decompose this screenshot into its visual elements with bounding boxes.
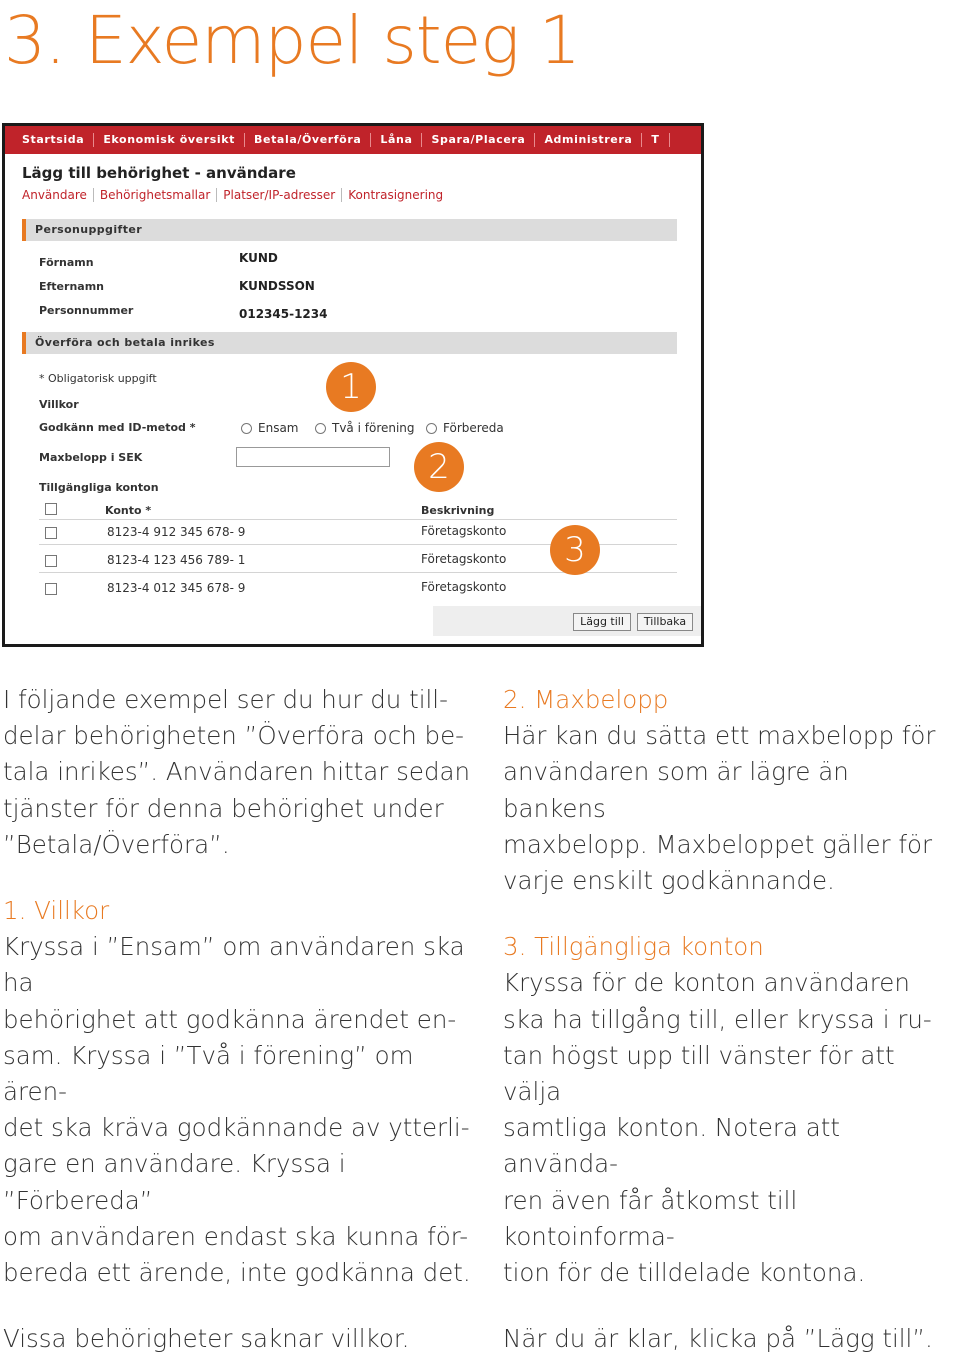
account-checkbox-2[interactable] <box>45 555 57 567</box>
account-checkbox-3[interactable] <box>45 583 57 595</box>
radio-ensam-label: Ensam <box>258 421 299 435</box>
villkor-line: Kryssa i ”Ensam” om användaren ska ha <box>3 932 465 998</box>
account-number-2: 8123-4 123 456 789- 1 <box>107 553 246 567</box>
approve-method-label: Godkänn med ID-metod * <box>39 421 196 434</box>
nav-item-startsida[interactable]: Startsida <box>5 133 94 147</box>
bank-screenshot <box>2 123 704 647</box>
maxbelopp-line: varje enskilt godkännande. <box>503 866 835 896</box>
back-button[interactable]: Tillbaka <box>637 613 693 631</box>
intro-line: I följande exempel ser du hur du till- <box>3 685 448 714</box>
personal-number-value: 012345-1234 <box>239 307 328 321</box>
konton-line: samtliga konton. Notera att använda- <box>503 1113 840 1179</box>
maxbelopp-title: 2. Maxbelopp <box>503 685 669 714</box>
step-badge-3: 3 <box>550 525 600 575</box>
first-name-value: KUND <box>239 251 278 265</box>
konton-line: ren även får åtkomst till kontoinforma- <box>503 1185 798 1251</box>
conditions-label: Villkor <box>39 398 79 411</box>
radio-forbereda-label: Förbereda <box>443 421 504 435</box>
radio-forbereda[interactable] <box>426 423 437 434</box>
konton-line: tion för de tilldelade kontona. <box>503 1258 866 1288</box>
left-column <box>3 682 483 1357</box>
radio-tva-i-forening-label: Två i förening <box>332 421 415 435</box>
select-all-checkbox[interactable] <box>45 503 57 515</box>
intro-line: ”Betala/Överföra”. <box>3 829 230 859</box>
maxbelopp-line: maxbelopp. Maxbeloppet gäller för <box>503 829 933 859</box>
nav-item-spara-placera[interactable]: Spara/Placera <box>422 133 535 147</box>
description-column-header: Beskrivning <box>421 504 495 517</box>
nav-item-administrera[interactable]: Administrera <box>535 133 642 147</box>
subnav-item-anvandare[interactable]: Användare <box>22 188 94 202</box>
subnav-item-kontrasignering[interactable]: Kontrasignering <box>348 188 444 202</box>
maxbelopp-line: Här kan du sätta ett maxbelopp för <box>503 721 936 751</box>
villkor-line: behörighet att godkänna ärendet en- <box>3 1004 457 1034</box>
sub-navigation <box>22 188 449 202</box>
radio-ensam[interactable] <box>241 423 252 434</box>
account-description-2: Företagskonto <box>421 552 507 566</box>
konton-title: 3. Tillgängliga konton <box>503 932 764 962</box>
max-amount-label: Maxbelopp i SEK <box>39 451 143 464</box>
subnav-item-behorighetsmallar[interactable]: Behörighetsmallar <box>94 188 217 202</box>
nav-item-truncated[interactable]: T <box>642 133 669 147</box>
konton-line: tan högst upp till vänster för att välja <box>503 1040 895 1107</box>
intro-line: tjänster för denna behörighet under <box>3 793 444 823</box>
konton-line: Kryssa för de konton användaren <box>503 968 910 998</box>
maxbelopp-line: användaren som är lägre än bankens <box>503 757 849 823</box>
right-column <box>503 682 958 1357</box>
account-description-1: Företagskonto <box>421 524 507 538</box>
account-number-3: 8123-4 012 345 678- 9 <box>107 581 246 595</box>
step-badge-1: 1 <box>326 362 376 412</box>
account-description-3: Företagskonto <box>421 580 507 594</box>
konton-line: ska ha tillgång till, eller kryssa i ru- <box>503 1004 932 1034</box>
max-amount-input[interactable] <box>236 447 390 467</box>
nav-item-lana[interactable]: Låna <box>371 133 422 147</box>
intro-line: tala inrikes”. Användaren hittar sedan <box>3 757 471 787</box>
villkor-note: Vissa behörigheter saknar villkor. <box>3 1324 410 1354</box>
available-accounts-label: Tillgängliga konton <box>39 481 159 494</box>
villkor-line: det ska kräva godkännande av ytterli- <box>3 1113 470 1143</box>
nav-item-ekonomisk-oversikt[interactable]: Ekonomisk översikt <box>94 133 245 147</box>
form-title: Lägg till behörighet - användare <box>22 164 296 182</box>
nav-item-betala-overfora[interactable]: Betala/Överföra <box>245 133 371 147</box>
row-divider <box>39 519 677 520</box>
top-navigation <box>5 126 701 154</box>
villkor-line: sam. Kryssa i ”Två i förening” om ären- <box>3 1040 414 1107</box>
account-checkbox-1[interactable] <box>45 527 57 539</box>
account-column-header: Konto * <box>105 504 152 517</box>
last-name-label: Efternamn <box>39 280 104 293</box>
page-heading: 3. Exempel steg 1 <box>4 2 580 79</box>
villkor-line: bereda ett ärende, inte godkänna det. <box>3 1258 471 1288</box>
personal-number-label: Personnummer <box>39 304 134 317</box>
intro-line: delar behörigheten ”Överföra och be- <box>3 721 464 751</box>
personal-section-header: Personuppgifter <box>22 219 677 241</box>
add-button[interactable]: Lägg till <box>573 613 631 631</box>
villkor-line: om användaren endast ska kunna för- <box>3 1221 469 1251</box>
subnav-item-platser[interactable]: Platser/IP-adresser <box>217 188 342 202</box>
step-badge-2: 2 <box>414 442 464 492</box>
required-note: * Obligatorisk uppgift <box>39 372 157 385</box>
last-name-value: KUNDSSON <box>239 279 315 293</box>
radio-tva-i-forening[interactable] <box>315 423 326 434</box>
villkor-title: 1. Villkor <box>3 896 110 926</box>
transfer-section-header: Överföra och betala inrikes <box>22 332 677 354</box>
finish-instruction: När du är klar, klicka på ”Lägg till”. <box>503 1324 933 1354</box>
first-name-label: Förnamn <box>39 256 94 269</box>
account-number-1: 8123-4 912 345 678- 9 <box>107 525 246 539</box>
villkor-line: gare en användare. Kryssa i ”Förbereda” <box>3 1149 346 1215</box>
